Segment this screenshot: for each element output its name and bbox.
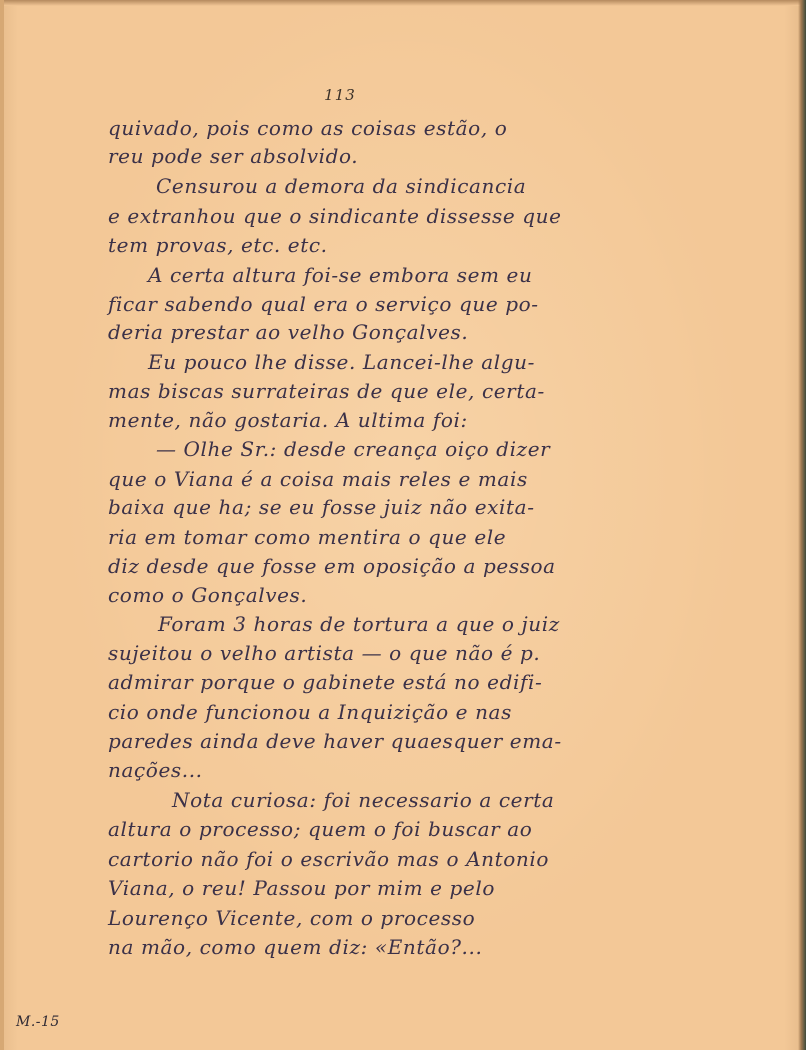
page-number: 113 <box>324 86 356 104</box>
text-line: cio onde funcionou a Inquizição e nas <box>108 700 512 724</box>
text-line: paredes ainda deve haver quaesquer ema- <box>108 729 562 753</box>
text-line: tem provas, etc. etc. <box>108 233 328 257</box>
text-line: Foram 3 horas de tortura a que o juiz <box>158 612 560 636</box>
text-line: altura o processo; quem o foi buscar ao <box>108 817 533 841</box>
text-line: baixa que ha; se eu fosse juiz não exita- <box>108 495 535 519</box>
text-line: que o Viana é a coisa mais reles e mais <box>108 467 528 491</box>
text-line: reu pode ser absolvido. <box>108 144 359 168</box>
text-line: A certa altura foi-se embora sem eu <box>148 263 533 287</box>
page-top-edge <box>0 0 806 6</box>
page-binding-edge <box>798 0 806 1050</box>
text-line: Lourenço Vicente, com o processo <box>108 906 476 930</box>
text-line: nações... <box>108 758 203 782</box>
text-line: mente, não gostaria. A ultima foi: <box>108 408 468 432</box>
text-line: Eu pouco lhe disse. Lancei-lhe algu- <box>148 350 536 374</box>
text-line: ria em tomar como mentira o que ele <box>108 525 507 549</box>
text-line: e extranhou que o sindicante dissesse que <box>108 204 562 228</box>
text-line: deria prestar ao velho Gonçalves. <box>108 320 469 344</box>
margin-note: M.-15 <box>16 1014 60 1030</box>
text-line: diz desde que fosse em oposição a pessoa <box>108 554 556 578</box>
text-line: sujeitou o velho artista — o que não é p. <box>108 641 541 665</box>
text-line: Viana, o reu! Passou por mim e pelo <box>108 876 496 900</box>
text-line: mas biscas surrateiras de que ele, certa- <box>108 379 545 403</box>
text-line: — Olhe Sr.: desde creança oiço dizer <box>156 437 551 461</box>
text-line: na mão, como quem diz: «Então?... <box>108 935 483 959</box>
text-line: como o Gonçalves. <box>108 583 308 607</box>
page-left-edge <box>0 0 4 1050</box>
text-line: ficar sabendo qual era o serviço que po- <box>108 292 539 316</box>
text-line: cartorio não foi o escrivão mas o Antonio <box>108 847 550 871</box>
text-line: quivado, pois como as coisas estão, o <box>108 116 508 140</box>
text-line: admirar porque o gabinete está no edifi- <box>108 670 543 694</box>
text-line: Nota curiosa: foi necessario a certa <box>172 788 555 812</box>
text-line: Censurou a demora da sindicancia <box>156 174 527 198</box>
